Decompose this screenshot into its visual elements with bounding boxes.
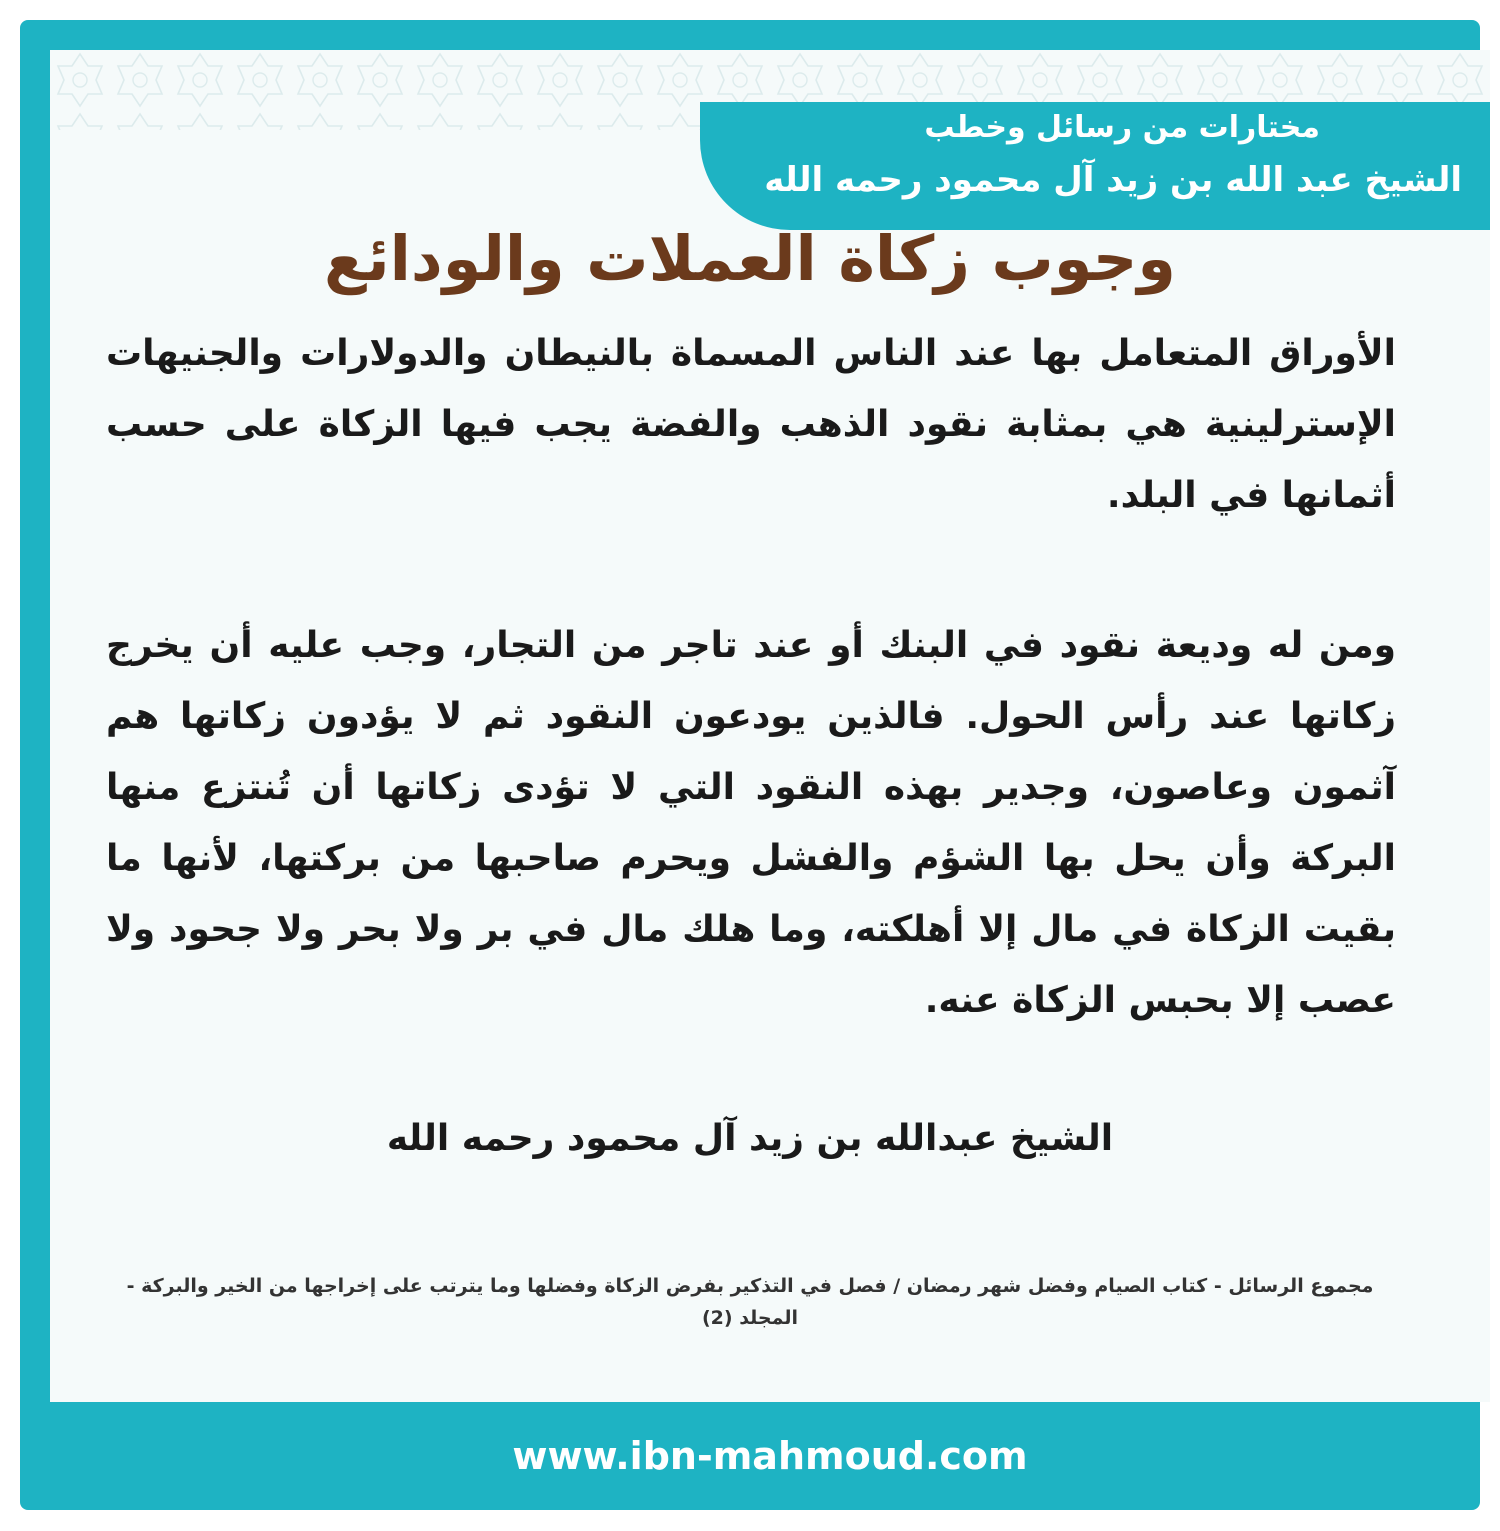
series-title: مختارات من رسائل وخطب [924, 110, 1320, 145]
paragraph-2: ومن له وديعة نقود في البنك أو عند تاجر من التجار، وجب عليه أن يخرج زكاتها عند رأس الحول. فالذين يودعون النقود ثم لا يؤدون زكاتها هم آثمون وعاصون، وجدير بهذه النقود التي لا تؤدى زكاتها أن تُنتزع منها البركة وأن يحل بها الشؤم والفشل ويحرم صاحبها من بركتها، لأنها ما بقيت الزكاة في مال إلا أهلكته، وما هلك مال في بر ولا بحر ولا جحود ولا عصب إلا بحبس الزكاة عنه. [106, 625, 1396, 1021]
website-link[interactable]: www.ibn-mahmoud.com [512, 1434, 1028, 1478]
source-citation: مجموع الرسائل - كتاب الصيام وفضل شهر رمضان / فصل في التذكير بفرض الزكاة وفضلها وما يترتب على إخراجها من الخير والبركة - المجلد (2) [126, 1275, 1374, 1329]
article-title: وجوب زكاة العملات والودائع [324, 222, 1176, 295]
signature: الشيخ عبدالله بن زيد آل محمود رحمه الله [386, 1118, 1114, 1159]
header-banner [700, 102, 1490, 230]
author-title: الشيخ عبد الله بن زيد آل محمود رحمه الله [764, 160, 1462, 200]
paragraph-1: الأوراق المتعامل بها عند الناس المسماة بالنيطان والدولارات والجنيهات الإسترلينية هي بمثابة نقود الذهب والفضة يجب فيها الزكاة على حسب أثمانها في البلد. [106, 333, 1396, 516]
